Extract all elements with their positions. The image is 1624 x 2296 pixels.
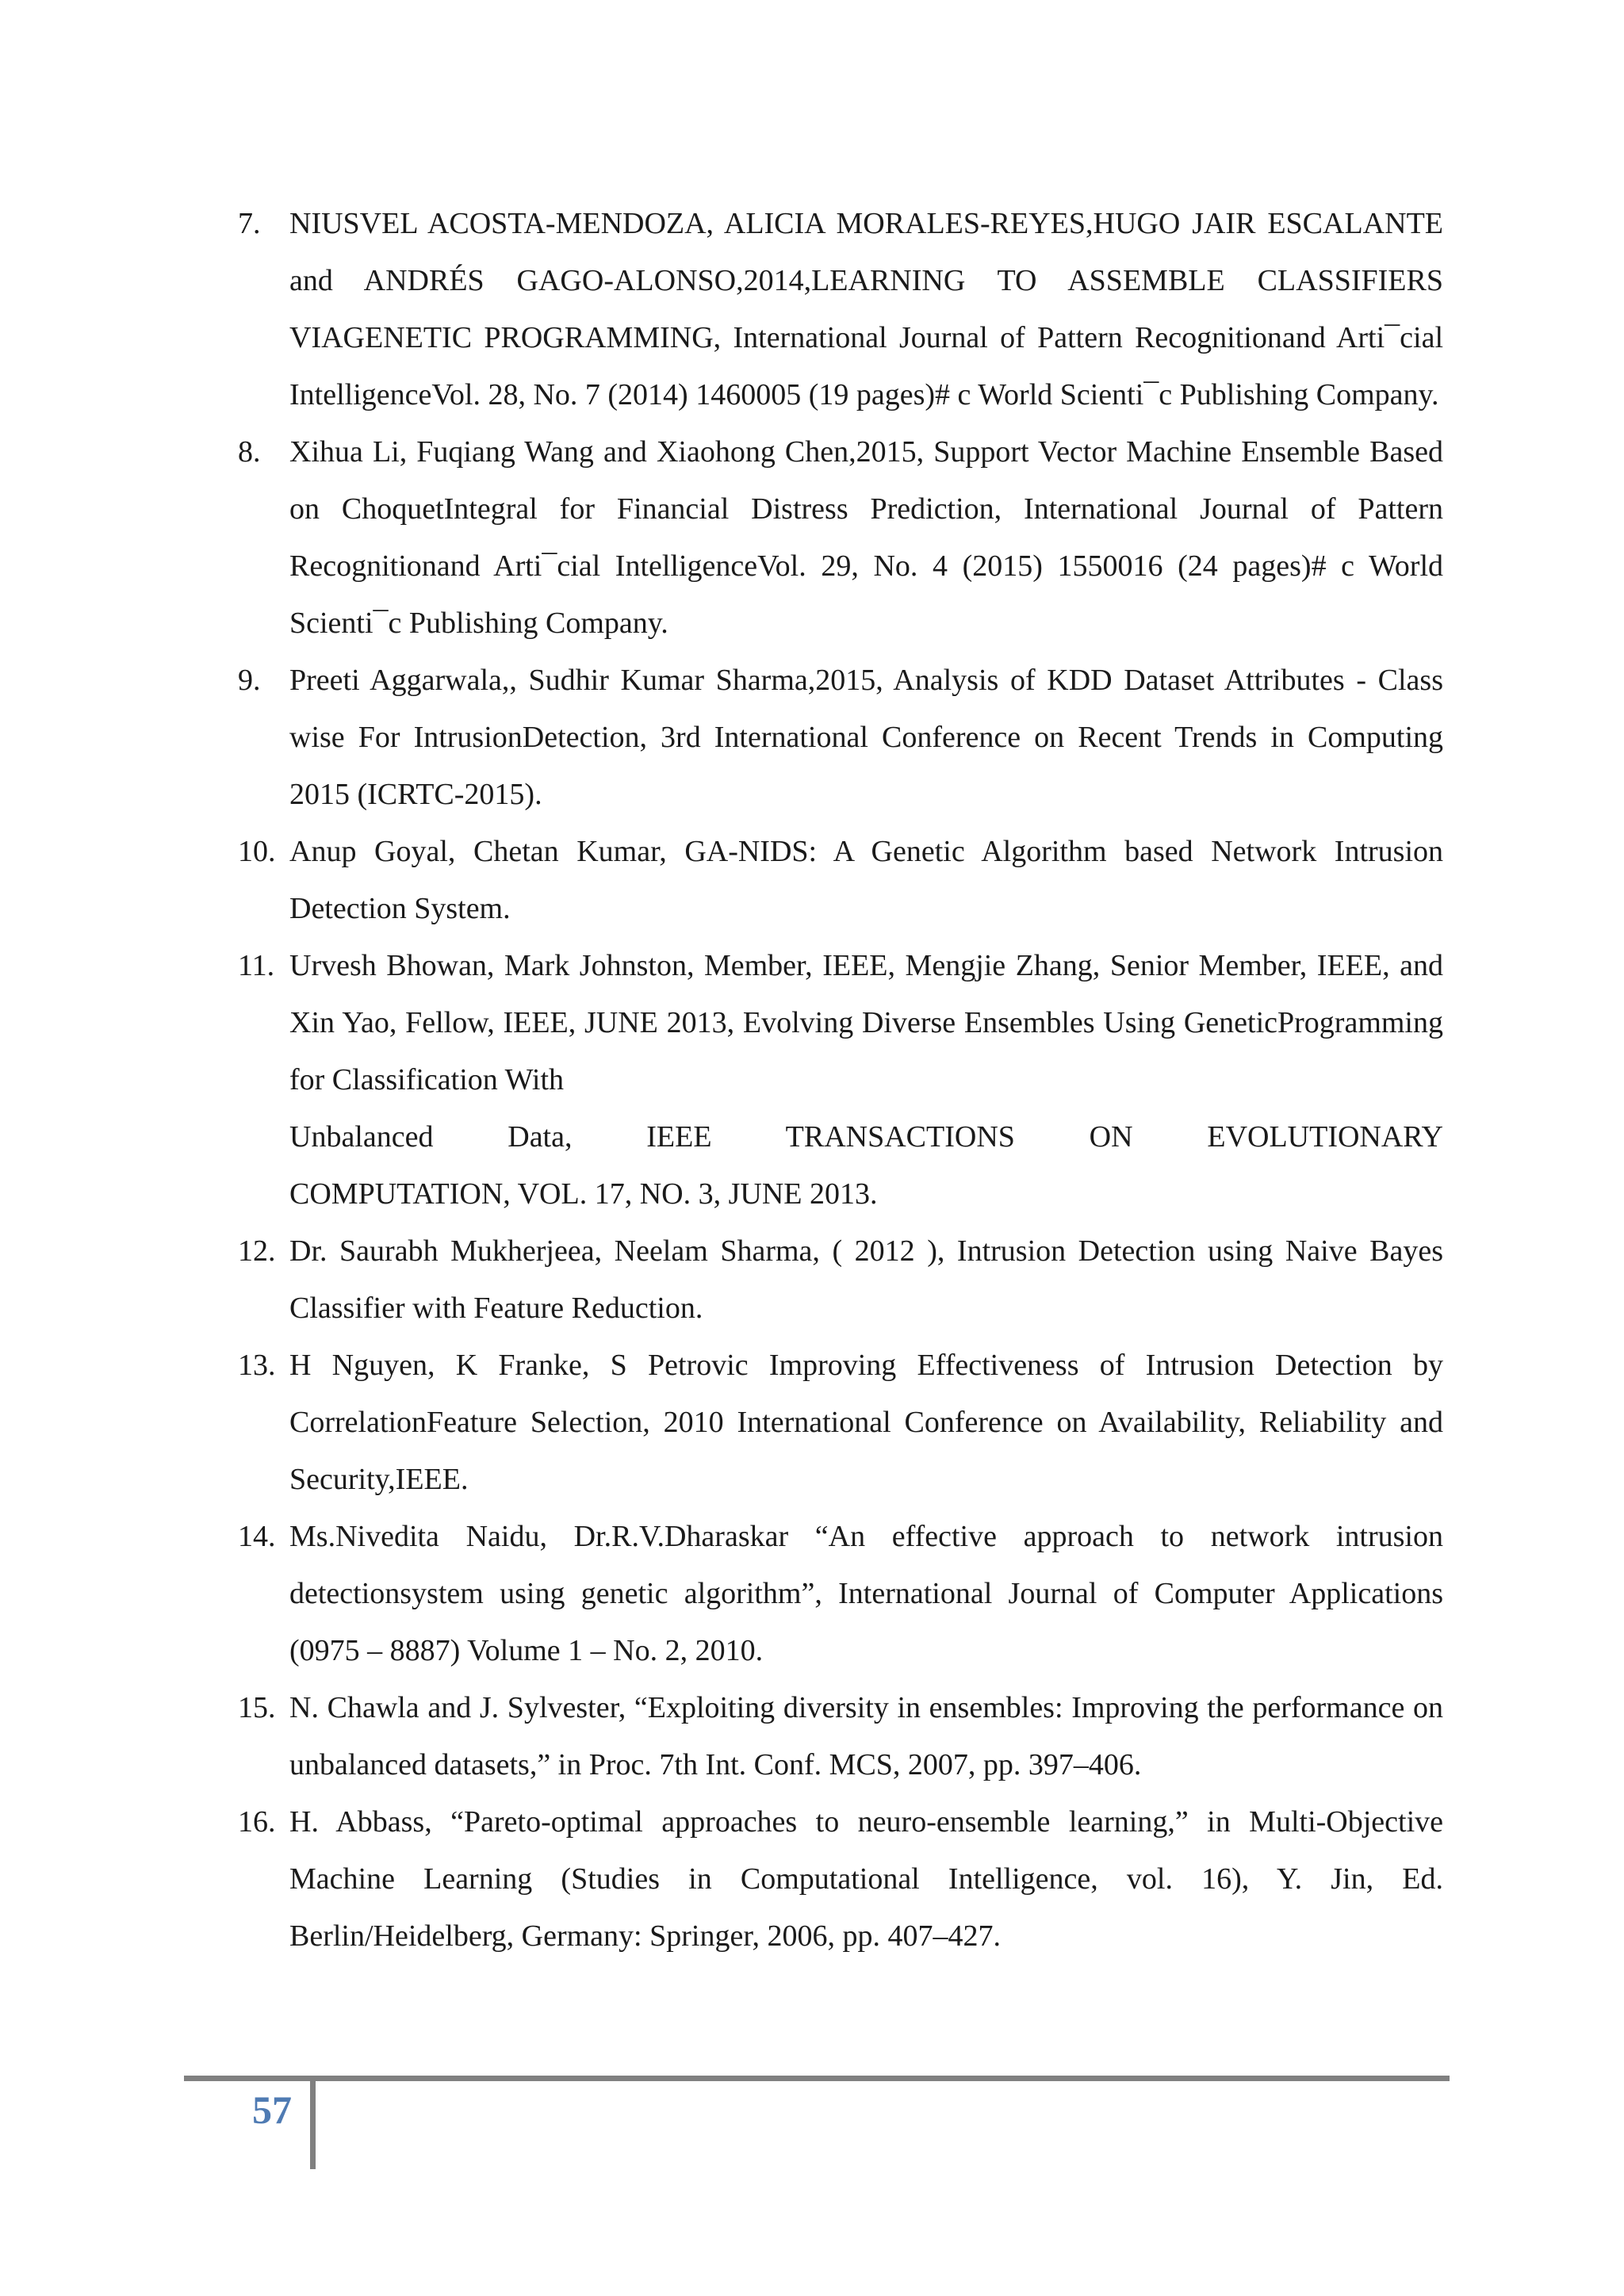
reference-text: H. Abbass, “Pareto-optimal approaches to neuro-ensemble learning,” in Multi-Objective Machine Learning (Studies in Computational Intelligence, vol. 16), Y. Jin, Ed. Berlin/Heidelberg, Germany: Springer, 2006, pp. 407–427. xyxy=(289,1805,1443,1953)
reference-number: 16. xyxy=(238,1805,276,1839)
reference-text: Dr. Saurabh Mukherjeea, Neelam Sharma, ( 2012 ), Intrusion Detection using Naive Bayes Classifier with Feature Reduction. xyxy=(289,1234,1443,1325)
reference-text: N. Chawla and J. Sylvester, “Exploiting diversity in ensembles: Improving the performance on unbalanced datasets,” in Proc. 7th Int. Conf. MCS, 2007, pp. 397–406. xyxy=(289,1691,1443,1781)
reference-item xyxy=(238,1508,1443,1679)
reference-item xyxy=(238,1793,1443,1965)
reference-item xyxy=(238,1223,1443,1337)
reference-text: Urvesh Bhowan, Mark Johnston, Member, IEEE, Mengjie Zhang, Senior Member, IEEE, and Xin Yao, Fellow, IEEE, JUNE 2013, Evolving Diverse Ensembles Using GeneticProgramming for Classification With xyxy=(289,949,1443,1096)
reference-text: Xihua Li, Fuqiang Wang and Xiaohong Chen,2015, Support Vector Machine Ensemble Based on ChoquetIntegral for Financial Distress Prediction, International Journal of Pattern Recognitionand Arti¯cial IntelligenceVol. 29, No. 4 (2015) 1550016 (24 pages)# c World Scienti¯c Publishing Company. xyxy=(289,435,1443,640)
footer-vertical-divider xyxy=(310,2076,316,2169)
reference-item xyxy=(238,937,1443,1223)
reference-item xyxy=(238,1337,1443,1508)
reference-number: 12. xyxy=(238,1234,276,1268)
reference-item xyxy=(238,423,1443,652)
reference-text-tail: COMPUTATION, VOL. 17, NO. 3, JUNE 2013. xyxy=(289,1177,878,1211)
reference-number: 14. xyxy=(238,1520,276,1553)
page-number: 57 xyxy=(252,2087,292,2132)
reference-item xyxy=(238,823,1443,937)
reference-item xyxy=(238,195,1443,423)
reference-text: Anup Goyal, Chetan Kumar, GA-NIDS: A Genetic Algorithm based Network Intrusion Detection System. xyxy=(289,835,1443,925)
reference-number: 13. xyxy=(238,1349,276,1382)
reference-item xyxy=(238,1679,1443,1793)
reference-number: 8. xyxy=(238,435,261,469)
reference-number: 11. xyxy=(238,949,275,982)
reference-text-continuation: Unbalanced Data, IEEE TRANSACTIONS ON EVOLUTIONARY xyxy=(289,1120,1443,1154)
reference-text: H Nguyen, K Franke, S Petrovic Improving Effectiveness of Intrusion Detection by CorrelationFeature Selection, 2010 International Conference on Availability, Reliability and Security,IEEE. xyxy=(289,1349,1443,1496)
reference-number: 15. xyxy=(238,1691,276,1724)
reference-number: 7. xyxy=(238,207,261,240)
reference-number: 10. xyxy=(238,835,276,868)
footer-rule xyxy=(184,2076,1450,2081)
reference-list xyxy=(238,195,1443,1965)
reference-number: 9. xyxy=(238,664,261,697)
reference-item xyxy=(238,652,1443,823)
reference-text: Ms.Nivedita Naidu, Dr.R.V.Dharaskar “An effective approach to network intrusion detectionsystem using genetic algorithm”, International Journal of Computer Applications (0975 – 8887) Volume 1 – No. 2, 2010. xyxy=(289,1520,1443,1667)
reference-text: NIUSVEL ACOSTA-MENDOZA, ALICIA MORALES-REYES,HUGO JAIR ESCALANTE and ANDRÉS GAGO-ALONSO,2014,LEARNING TO ASSEMBLE CLASSIFIERS VIAGENETIC PROGRAMMING, International Journal of Pattern Recognitionand Arti¯cial IntelligenceVol. 28, No. 7 (2014) 1460005 (19 pages)# c World Scienti¯c Publishing Company. xyxy=(289,207,1443,411)
reference-text: Preeti Aggarwala,, Sudhir Kumar Sharma,2015, Analysis of KDD Dataset Attributes - Class wise For IntrusionDetection, 3rd International Conference on Recent Trends in Computing 2015 (ICRTC-2015). xyxy=(289,664,1443,811)
